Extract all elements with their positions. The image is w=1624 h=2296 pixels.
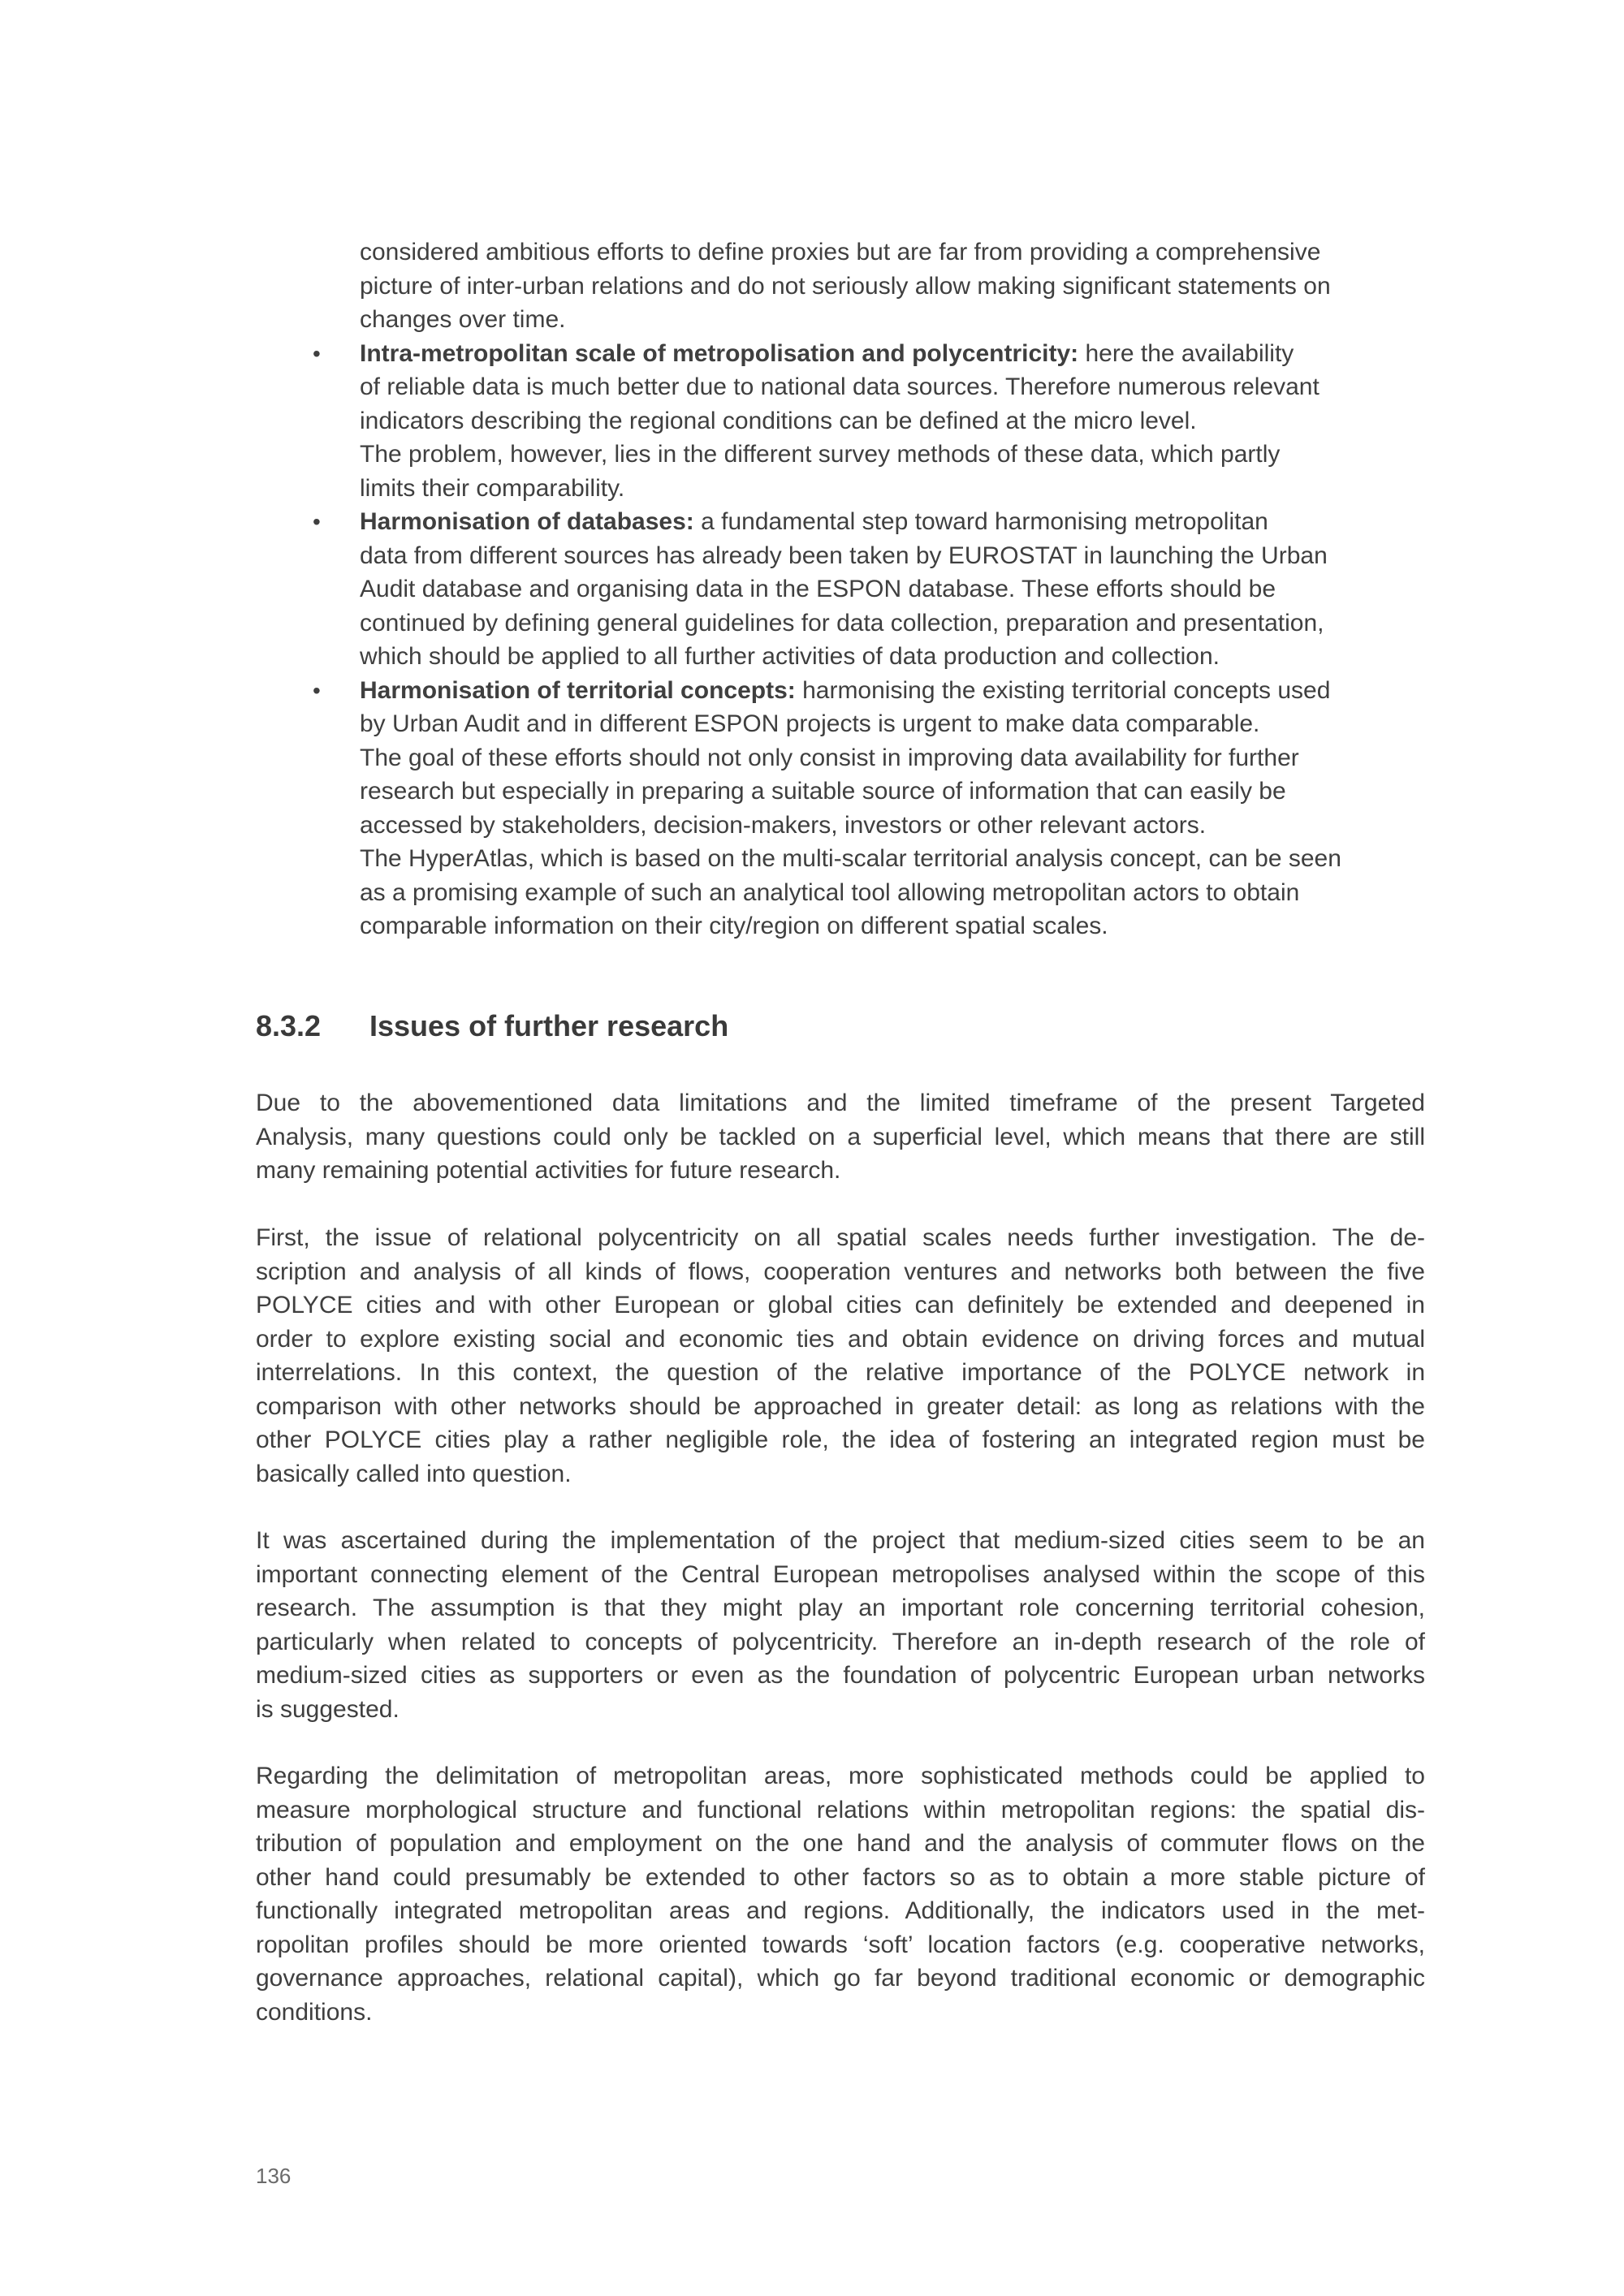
bullet-line: The problem, however, lies in the different survey methods of these data, which partly	[360, 441, 1281, 468]
paragraph-medium-sized-cities	[256, 1524, 1425, 1726]
bullet-line: comparable information on their city/region on different spatial scales.	[360, 913, 1108, 939]
bullet-first-line	[360, 505, 1425, 539]
bullet-line: which should be applied to all further activities of data production and collection.	[360, 643, 1220, 670]
paragraph-line: important connecting element of the Central European metropolises analysed within the scope of this	[256, 1560, 1425, 1588]
paragraph-line: scription and analysis of all kinds of flows, cooperation ventures and networks both between the five	[256, 1258, 1425, 1285]
section-title: Issues of further research	[369, 1009, 729, 1042]
paragraph-line: medium-sized cities as supporters or even as the foundation of polycentric European urban networks	[256, 1662, 1425, 1689]
paragraph-line: Regarding the delimitation of metropolitan areas, more sophisticated methods could be applied to	[256, 1763, 1425, 1789]
paragraph-line: POLYCE cities and with other European or global cities can definitely be extended and deepened in	[256, 1292, 1425, 1318]
paragraph-data-limitations	[256, 1086, 1425, 1188]
paragraph-line: First, the issue of relational polycentricity on all spatial scales needs further investigation. The de-	[256, 1224, 1425, 1251]
paragraph-line: governance approaches, relational capital), which go far beyond traditional economic or demographic	[256, 1965, 1425, 1992]
bullet-icon: •	[313, 340, 321, 366]
bullet-heading: Harmonisation of territorial concepts:	[360, 676, 796, 704]
paragraph-line: tribution of population and employment on the one hand and the analysis of commuter flows on the	[256, 1830, 1425, 1857]
bullet-heading: Harmonisation of databases:	[360, 508, 694, 535]
bullet-icon: •	[313, 509, 321, 534]
paragraph-line: research. The assumption is that they might play an important role concerning territorial cohesion,	[256, 1595, 1425, 1621]
bullet-item-harmonisation-territorial	[256, 674, 1425, 943]
paragraph-line: other hand could presumably be extended to other factors so as to obtain a more stable picture of	[256, 1863, 1425, 1891]
bullet-line: as a promising example of such an analytical tool allowing metropolitan actors to obtain	[360, 878, 1300, 906]
paragraph-line: measure morphological structure and functional relations within metropolitan regions: the spatial dis-	[256, 1796, 1425, 1823]
bullet-line: continued by defining general guidelines for data collection, preparation and presentation,	[360, 609, 1324, 637]
paragraph-line: basically called into question.	[256, 1460, 572, 1487]
paragraph-line: Due to the abovementioned data limitations and the limited timeframe of the present Targeted	[256, 1090, 1425, 1116]
bullet-text: a fundamental step toward harmonising metropolitan	[693, 508, 1268, 535]
section-number: 8.3.2	[256, 1009, 322, 1042]
paragraph-line: interrelations. In this context, the question of the relative importance of the POLYCE network in	[256, 1359, 1425, 1386]
continuation-line: picture of inter-urban relations and do not seriously allow making significant statements on	[360, 272, 1331, 300]
bullet-line: accessed by stakeholders, decision-makers, investors or other relevant actors.	[360, 811, 1207, 839]
bullet-first-line	[360, 674, 1425, 708]
bullet-heading: Intra-metropolitan scale of metropolisation and polycentricity:	[360, 339, 1079, 367]
bullet-item-harmonisation-databases	[256, 505, 1425, 674]
bullet-line: The goal of these efforts should not only consist in improving data availability for further	[360, 744, 1299, 771]
continuation-line: considered ambitious efforts to define proxies but are far from providing a comprehensive	[360, 239, 1321, 265]
paragraph-line: conditions.	[256, 1998, 373, 2026]
paragraph-line: Analysis, many questions could only be tackled on a superficial level, which means that there are still	[256, 1123, 1425, 1150]
bullet-line: by Urban Audit and in different ESPON projects is urgent to make data comparable.	[360, 710, 1260, 737]
paragraph-line: is suggested.	[256, 1695, 400, 1723]
continuation-line: changes over time.	[360, 306, 566, 333]
bullet-item-intra-metropolitan	[256, 337, 1425, 506]
paragraph-line: order to explore existing social and economic ties and obtain evidence on driving forces and mutual	[256, 1325, 1425, 1353]
bullet-list	[256, 235, 1425, 943]
paragraph-line: It was ascertained during the implementation of the project that medium-sized cities seem to be an	[256, 1527, 1425, 1554]
paragraph-line: functionally integrated metropolitan areas and regions. Additionally, the indicators used in the met-	[256, 1897, 1425, 1924]
paragraph-line: particularly when related to concepts of polycentricity. Therefore an in-depth research of the role of	[256, 1628, 1425, 1655]
bullet-line: research but especially in preparing a suitable source of information that can easily be	[360, 778, 1286, 805]
bullet-line: limits their comparability.	[360, 474, 625, 502]
paragraph-line: comparison with other networks should be approached in greater detail: as long as relations with the	[256, 1392, 1425, 1420]
bullet-first-line	[360, 337, 1425, 371]
paragraph-line: other POLYCE cities play a rather negligible role, the idea of fostering an integrated region must be	[256, 1426, 1425, 1453]
bullet-line: data from different sources has already been taken by EUROSTAT in launching the Urban	[360, 542, 1328, 569]
paragraph-relational-polycentricity	[256, 1221, 1425, 1491]
paragraph-delimitation	[256, 1759, 1425, 2029]
page-number: 136	[256, 2164, 292, 2188]
paragraph-line: ropolitan profiles should be more oriented towards ‘soft’ location factors (e.g. cooperative networks,	[256, 1931, 1425, 1958]
bullet-line: indicators describing the regional conditions can be defined at the micro level.	[360, 407, 1197, 434]
section-heading	[256, 1009, 1425, 1043]
bullet-text: harmonising the existing territorial concepts used	[795, 676, 1331, 704]
bullet-icon: •	[313, 677, 321, 703]
bullet-line: of reliable data is much better due to national data sources. Therefore numerous relevant	[360, 373, 1320, 400]
bullet-text: here the availability	[1078, 339, 1294, 367]
bullet-line: The HyperAtlas, which is based on the multi-scalar territorial analysis concept, can be seen	[360, 845, 1341, 872]
paragraph-line: many remaining potential activities for future research.	[256, 1157, 841, 1184]
bullet-line: Audit database and organising data in the ESPON database. These efforts should be	[360, 576, 1276, 602]
